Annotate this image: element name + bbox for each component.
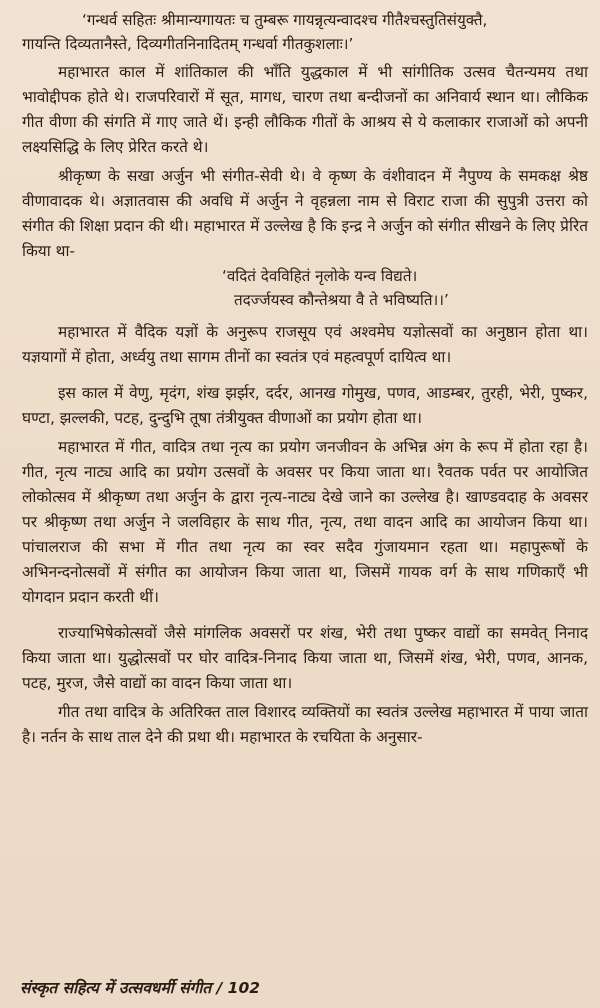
paragraph-2: श्रीकृष्ण के सखा अर्जुन भी संगीत-सेवी थे। वे कृष्ण के वंशीवादन में नैपुण्य के समकक्ष श्रेष्ठ वीणावादक थे। अज्ञातवास की अवधि में अर्जुन ने वृहन्नला नाम से विराट राजा की सुपुत्री उत्तरा को संगीत की शिक्षा प्रदान की थी। महाभारत में उल्लेख है कि इन्द्र ने अर्जुन को संगीत सीखने के लिए प्रेरित किया था-: [22, 167, 588, 260]
paragraph-3: महाभारत में वैदिक यज्ञों के अनुरूप राजसूय एवं अश्वमेघ यज्ञोत्सवों का अनुष्ठान होता था। यज्ञयागों में होता, अर्ध्वयु तथा सागम तीनों का स्वतंत्र एवं महत्वपूर्ण दायित्व था।: [22, 323, 588, 366]
paragraph-6: राज्याभिषेकोत्सवों जैसे मांगलिक अवसरों पर शंख, भेरी तथा पुष्कर वाद्यों का समवेत् निनाद किया जाता था। युद्धोत्सवों पर घोर वादित्र-निनाद किया जाता था, जिसमें शंख, भेरी, पणव, आनक, पटह, मुरज, जैसे वाद्यों का वादन किया जाता था।: [22, 624, 588, 692]
paragraph-7: गीत तथा वादित्र के अतिरिक्त ताल विशारद व्यक्तियों का स्वतंत्र उल्लेख महाभारत में पाया जाता है। नर्तन के साथ ताल देने की प्रथा थी। महाभारत के रचयिता के अनुसार-: [22, 703, 588, 746]
paragraph-5: महाभारत में गीत, वादित्र तथा नृत्य का प्रयोग जनजीवन के अभिन्न अंग के रूप में होता रहा है। गीत, नृत्य नाट्य आदि का प्रयोग उत्सवों के अवसर पर किया जाता था। रैवतक पर्वत पर आयोजित लोकोत्सव में श्रीकृष्ण तथा अर्जुन के द्वारा नृत्य-नाट्य देखे जाने का उल्लेख है। खाण्डवदाह के अवसर पर श्रीकृष्ण तथा अर्जुन ने जलविहार के साथ गीत, नृत्य, तथा वादन आदि का आयोजन किया था। पांचालराज की सभा में गीत तथा नृत्य का स्वर सदैव गुंजायमान रहता था। महापुरूषों के अभिनन्दनोत्सवों में संगीत का आयोजन किया जाता था, जिसमें गायक वर्ग के साथ गणिकाएँ भी योगदान प्रदान करती थीं।: [22, 438, 588, 606]
paragraph-4: इस काल में वेणु, मृदंग, शंख झर्झर, दर्दर, आनख गोमुख, पणव, आडम्बर, तुरही, भेरी, पुष्कर, घण्टा, झल्लकी, पटह, दुन्दुभि तूषा तंत्रीयुक्त वीणाओं का प्रयोग होता था।: [22, 384, 588, 427]
verse-1-line-1: ‘गन्धर्व सहितः श्रीमान्यगायतः च तुम्बरू गायन्नृत्यन्वादश्च गीतैश्चस्तुतिसंयुक्तै,: [82, 11, 488, 29]
paragraph-1: महाभारत काल में शांतिकाल की भाँति युद्धकाल में भी सांगीतिक उत्सव चैतन्यमय तथा भावोद्दीपक होते थे। राजपरिवारों में सूत, मागध, चारण तथा बन्दीजनों का अनिवार्य स्थान था। लौकिक गीत वीणा की संगति में गाए जाते थें। इन्ही लौकिक गीतों के आश्रय से ये कलाकार राजाओं को अपनी लक्ष्यसिद्धि के लिए प्रेरित करते थे।: [22, 63, 588, 156]
verse-2-line-1: ‘वदितं देवविहितं नृलोके यन्व विद्यते।: [222, 267, 418, 285]
verse-2-line-2: तदर्ज्जयस्व कौन्तेश्रया वै ते भविष्यति।।’: [234, 291, 449, 309]
page-footer-running-title: संस्कृत सहित्य में उत्सवधर्मी संगीत / 102: [20, 979, 261, 997]
verse-1-line-2: गायन्ति दिव्यतानैस्ते, दिव्यगीतनिनादितम् गन्धर्वा गीतकुशलाः।’: [22, 35, 354, 53]
